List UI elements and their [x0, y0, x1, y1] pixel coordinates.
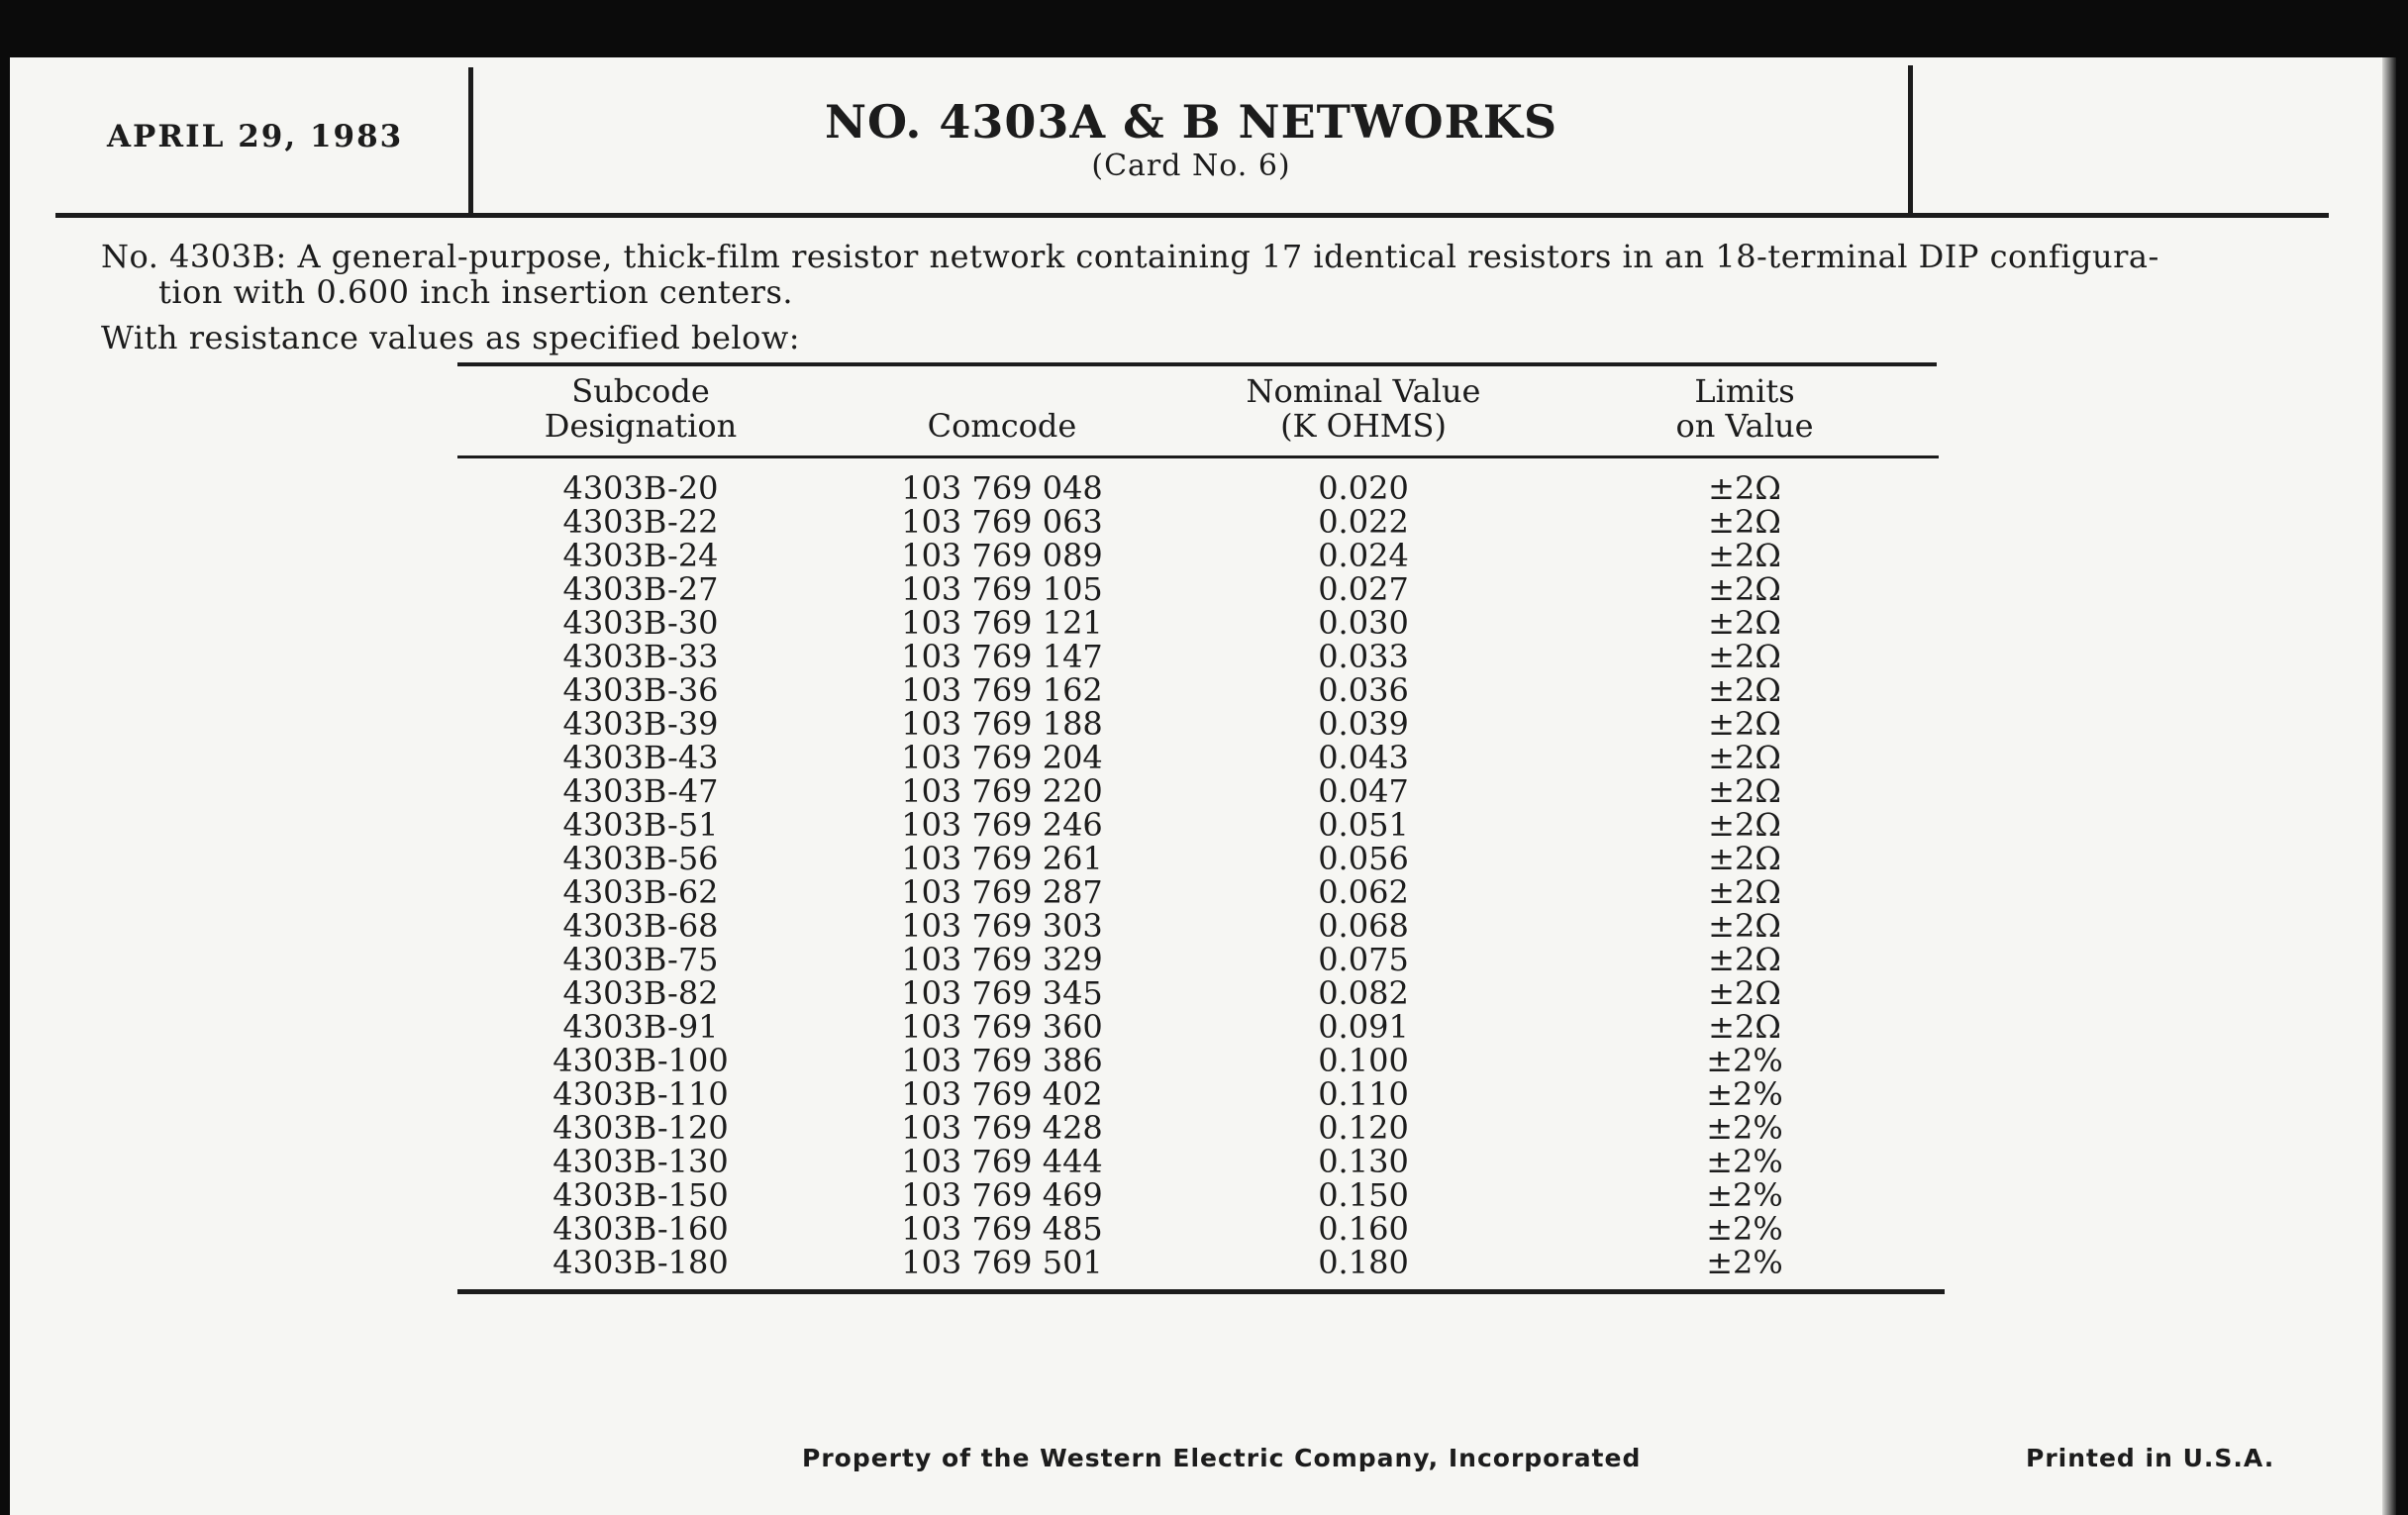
cell-subcode: 4303B-91 [562, 1008, 719, 1046]
cell-comcode: 103 769 220 [901, 772, 1103, 810]
cell-nominal-value: 0.150 [1318, 1176, 1409, 1214]
column-header-nominal-value [1180, 374, 1547, 444]
cell-limit: ±2Ω [1708, 974, 1781, 1012]
header-divider-left [468, 67, 473, 217]
cell-comcode: 103 769 089 [901, 537, 1103, 574]
column-header-subcode [457, 374, 824, 444]
document-card [10, 57, 2396, 1515]
cell-comcode: 103 769 063 [901, 503, 1103, 541]
cell-limit: ±2Ω [1708, 739, 1781, 776]
cell-limit: ±2% [1706, 1244, 1783, 1281]
table-row [457, 539, 1943, 572]
cell-comcode: 103 769 402 [901, 1075, 1103, 1113]
cell-comcode: 103 769 287 [901, 873, 1103, 911]
cell-subcode: 4303B-130 [552, 1143, 729, 1180]
cell-limit: ±2Ω [1708, 941, 1781, 978]
column-header-line: (K OHMS) [1280, 407, 1447, 445]
cell-comcode: 103 769 485 [901, 1210, 1103, 1248]
table-row [457, 640, 1943, 673]
cell-comcode: 103 769 444 [901, 1143, 1103, 1180]
cell-limit: ±2% [1706, 1109, 1783, 1147]
cell-subcode: 4303B-180 [552, 1244, 729, 1281]
column-header-line: on Value [1675, 407, 1814, 445]
cell-subcode: 4303B-47 [562, 772, 719, 810]
cell-limit: ±2Ω [1708, 469, 1781, 507]
cell-subcode: 4303B-39 [562, 705, 719, 743]
cell-nominal-value: 0.047 [1318, 772, 1409, 810]
table-row [457, 1077, 1943, 1111]
cell-limit: ±2% [1706, 1143, 1783, 1180]
table-row [457, 505, 1943, 539]
column-header-limits [1547, 374, 1943, 444]
cell-nominal-value: 0.091 [1318, 1008, 1409, 1046]
cell-subcode: 4303B-43 [562, 739, 719, 776]
cell-comcode: 103 769 121 [901, 604, 1103, 642]
cell-subcode: 4303B-75 [562, 941, 719, 978]
table-row [457, 1212, 1943, 1246]
cell-comcode: 103 769 329 [901, 941, 1103, 978]
header-rule [55, 213, 2329, 218]
table-row [457, 606, 1943, 640]
footer-property-notice: Property of the Western Electric Company, Incorporated [802, 1444, 1642, 1472]
cell-comcode: 103 769 386 [901, 1042, 1103, 1079]
cell-comcode: 103 769 360 [901, 1008, 1103, 1046]
column-header-line: Designation [544, 407, 738, 445]
table-row [457, 943, 1943, 976]
cell-limit: ±2Ω [1708, 570, 1781, 608]
column-header-line: Comcode [927, 407, 1077, 445]
cell-limit: ±2% [1706, 1042, 1783, 1079]
cell-limit: ±2Ω [1708, 840, 1781, 877]
cell-nominal-value: 0.068 [1318, 907, 1409, 945]
cell-subcode: 4303B-33 [562, 638, 719, 675]
cell-limit: ±2Ω [1708, 537, 1781, 574]
table-row [457, 909, 1943, 943]
description-line-1: No. 4303B: A general-purpose, thick-film resistor network containing 17 identical resistors in an 18-terminal DIP configura- [101, 238, 2159, 275]
scan-edge [2382, 57, 2396, 1515]
table-row [457, 707, 1943, 741]
table-row [457, 1111, 1943, 1145]
cell-comcode: 103 769 048 [901, 469, 1103, 507]
table-row [457, 1010, 1943, 1044]
table-row [457, 976, 1943, 1010]
table-row [457, 1145, 1943, 1178]
cell-limit: ±2Ω [1708, 503, 1781, 541]
cell-subcode: 4303B-27 [562, 570, 719, 608]
table-row [457, 572, 1943, 606]
cell-limit: ±2Ω [1708, 705, 1781, 743]
cell-subcode: 4303B-150 [552, 1176, 729, 1214]
table-row [457, 471, 1943, 505]
cell-nominal-value: 0.180 [1318, 1244, 1409, 1281]
cell-comcode: 103 769 105 [901, 570, 1103, 608]
cell-subcode: 4303B-100 [552, 1042, 729, 1079]
cell-nominal-value: 0.027 [1318, 570, 1409, 608]
footer-printed-notice: Printed in U.S.A. [2026, 1444, 2275, 1472]
cell-limit: ±2Ω [1708, 604, 1781, 642]
column-header-line: Nominal Value [1246, 372, 1481, 410]
column-header-comcode [824, 409, 1180, 444]
cell-subcode: 4303B-62 [562, 873, 719, 911]
cell-limit: ±2Ω [1708, 638, 1781, 675]
cell-comcode: 103 769 345 [901, 974, 1103, 1012]
table-row [457, 741, 1943, 774]
cell-subcode: 4303B-51 [562, 806, 719, 844]
description-line-2: tion with 0.600 inch insertion centers. [158, 273, 794, 311]
table-row [457, 875, 1943, 909]
cell-subcode: 4303B-160 [552, 1210, 729, 1248]
table-row [457, 808, 1943, 842]
cell-comcode: 103 769 303 [901, 907, 1103, 945]
cell-comcode: 103 769 501 [901, 1244, 1103, 1281]
cell-limit: ±2Ω [1708, 671, 1781, 709]
cell-subcode: 4303B-110 [552, 1075, 729, 1113]
cell-limit: ±2Ω [1708, 907, 1781, 945]
cell-subcode: 4303B-56 [562, 840, 719, 877]
cell-subcode: 4303B-68 [562, 907, 719, 945]
table-lead-text: With resistance values as specified below: [101, 319, 801, 356]
cell-nominal-value: 0.120 [1318, 1109, 1409, 1147]
cell-nominal-value: 0.110 [1318, 1075, 1409, 1113]
cell-nominal-value: 0.022 [1318, 503, 1409, 541]
cell-comcode: 103 769 261 [901, 840, 1103, 877]
cell-limit: ±2% [1706, 1210, 1783, 1248]
cell-nominal-value: 0.051 [1318, 806, 1409, 844]
cell-nominal-value: 0.030 [1318, 604, 1409, 642]
cell-subcode: 4303B-20 [562, 469, 719, 507]
cell-subcode: 4303B-30 [562, 604, 719, 642]
cell-limit: ±2% [1706, 1176, 1783, 1214]
table-header-rule [457, 455, 1939, 458]
cell-comcode: 103 769 469 [901, 1176, 1103, 1214]
table-row [457, 1044, 1943, 1077]
cell-limit: ±2Ω [1708, 873, 1781, 911]
cell-limit: ±2Ω [1708, 1008, 1781, 1046]
cell-subcode: 4303B-120 [552, 1109, 729, 1147]
table-row [457, 774, 1943, 808]
table-row [457, 842, 1943, 875]
cell-nominal-value: 0.043 [1318, 739, 1409, 776]
description [101, 239, 2159, 310]
cell-comcode: 103 769 246 [901, 806, 1103, 844]
table-top-rule [457, 362, 1937, 366]
table-row [457, 1178, 1943, 1212]
cell-limit: ±2Ω [1708, 806, 1781, 844]
cell-nominal-value: 0.033 [1318, 638, 1409, 675]
header-divider-right [1908, 65, 1913, 217]
cell-nominal-value: 0.100 [1318, 1042, 1409, 1079]
table-row [457, 673, 1943, 707]
cell-comcode: 103 769 428 [901, 1109, 1103, 1147]
page-subtitle: (Card No. 6) [1091, 149, 1291, 183]
cell-nominal-value: 0.036 [1318, 671, 1409, 709]
cell-nominal-value: 0.024 [1318, 537, 1409, 574]
cell-comcode: 103 769 147 [901, 638, 1103, 675]
cell-limit: ±2% [1706, 1075, 1783, 1113]
cell-subcode: 4303B-36 [562, 671, 719, 709]
cell-nominal-value: 0.039 [1318, 705, 1409, 743]
table-body [457, 471, 1943, 1279]
cell-nominal-value: 0.130 [1318, 1143, 1409, 1180]
cell-nominal-value: 0.062 [1318, 873, 1409, 911]
page-title: NO. 4303A & B NETWORKS [824, 95, 1558, 149]
column-header-line: Subcode [571, 372, 710, 410]
cell-comcode: 103 769 162 [901, 671, 1103, 709]
table-row [457, 1246, 1943, 1279]
cell-subcode: 4303B-82 [562, 974, 719, 1012]
table-bottom-rule [457, 1289, 1945, 1294]
cell-comcode: 103 769 204 [901, 739, 1103, 776]
card-date: APRIL 29, 1983 [107, 119, 404, 154]
cell-nominal-value: 0.075 [1318, 941, 1409, 978]
cell-nominal-value: 0.082 [1318, 974, 1409, 1012]
cell-nominal-value: 0.020 [1318, 469, 1409, 507]
cell-subcode: 4303B-22 [562, 503, 719, 541]
cell-limit: ±2Ω [1708, 772, 1781, 810]
cell-nominal-value: 0.056 [1318, 840, 1409, 877]
column-header-line: Limits [1694, 372, 1795, 410]
cell-subcode: 4303B-24 [562, 537, 719, 574]
cell-nominal-value: 0.160 [1318, 1210, 1409, 1248]
cell-comcode: 103 769 188 [901, 705, 1103, 743]
